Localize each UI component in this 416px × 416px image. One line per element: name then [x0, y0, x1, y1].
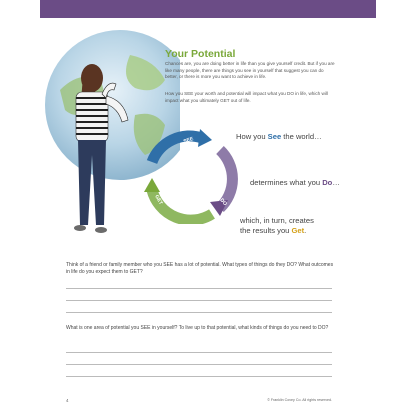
- cycle-label-see-post: the world…: [281, 132, 322, 141]
- cycle-label-do-pre: determines what you: [250, 178, 323, 187]
- answer-line[interactable]: [66, 376, 332, 377]
- get-arrowhead-icon: [144, 178, 160, 192]
- answer-line[interactable]: [66, 312, 332, 313]
- do-arrow-label: DO: [218, 197, 228, 208]
- cycle-label-get-pre: the results you: [240, 226, 292, 235]
- cycle-label-get-highlight: Get: [291, 226, 305, 235]
- answer-line[interactable]: [66, 288, 332, 289]
- question-two: What is one area of potential you SEE in yourself? To live up to that potential, what kinds of things do you need to DO?: [66, 325, 329, 331]
- get-arrow-label: GET: [153, 194, 164, 206]
- cycle-label-get-line1: which, in turn, creates: [240, 216, 314, 225]
- cycle-label-do-highlight: Do: [322, 178, 333, 187]
- cycle-label-get-post: .: [304, 226, 307, 235]
- answer-line[interactable]: [66, 352, 332, 353]
- shirt-stripes: [76, 98, 108, 134]
- cycle-label-get: [240, 216, 314, 236]
- cycle-label-get-line2: [240, 226, 314, 236]
- question-one: Think of a friend or family member who you SEE has a lot of potential. What types of things do they DO? What outcomes in life do you expect them to GET?: [66, 262, 334, 276]
- cycle-label-see-pre: How you: [236, 132, 268, 141]
- page-number: 4: [66, 398, 69, 403]
- woman-jeans: [78, 140, 106, 225]
- see-arrow: [152, 136, 202, 162]
- cycle-label-see-highlight: See: [267, 132, 282, 141]
- woman-shoe-left: [74, 225, 86, 231]
- cycle-label-do-post: …: [332, 178, 340, 187]
- answer-line[interactable]: [66, 300, 332, 301]
- see-do-get-cycle-diagram: [140, 128, 240, 224]
- intro-paragraph: Chances are, you are doing better in life than you give yourself credit. But if you are like many people, there are things you see in yourself that suggest you can do better, or there is more you want to achieve in life.: [165, 61, 335, 80]
- section-title: Your Potential: [165, 48, 236, 60]
- impact-paragraph: How you SEE your worth and potential will impact what you DO in life, which will impact what you ultimately GET out of life.: [165, 91, 328, 103]
- see-arrowhead-icon: [198, 129, 212, 147]
- copyright-notice: © Franklin Covey Co. All rights reserved.: [267, 398, 332, 402]
- get-arrow: [152, 190, 212, 220]
- answer-line[interactable]: [66, 364, 332, 365]
- cycle-label-do: [250, 178, 340, 187]
- woman-shoe-right: [95, 227, 107, 233]
- see-arrow-label: SEE: [182, 136, 195, 145]
- header-bar: [40, 0, 376, 18]
- cycle-label-see: [236, 132, 322, 141]
